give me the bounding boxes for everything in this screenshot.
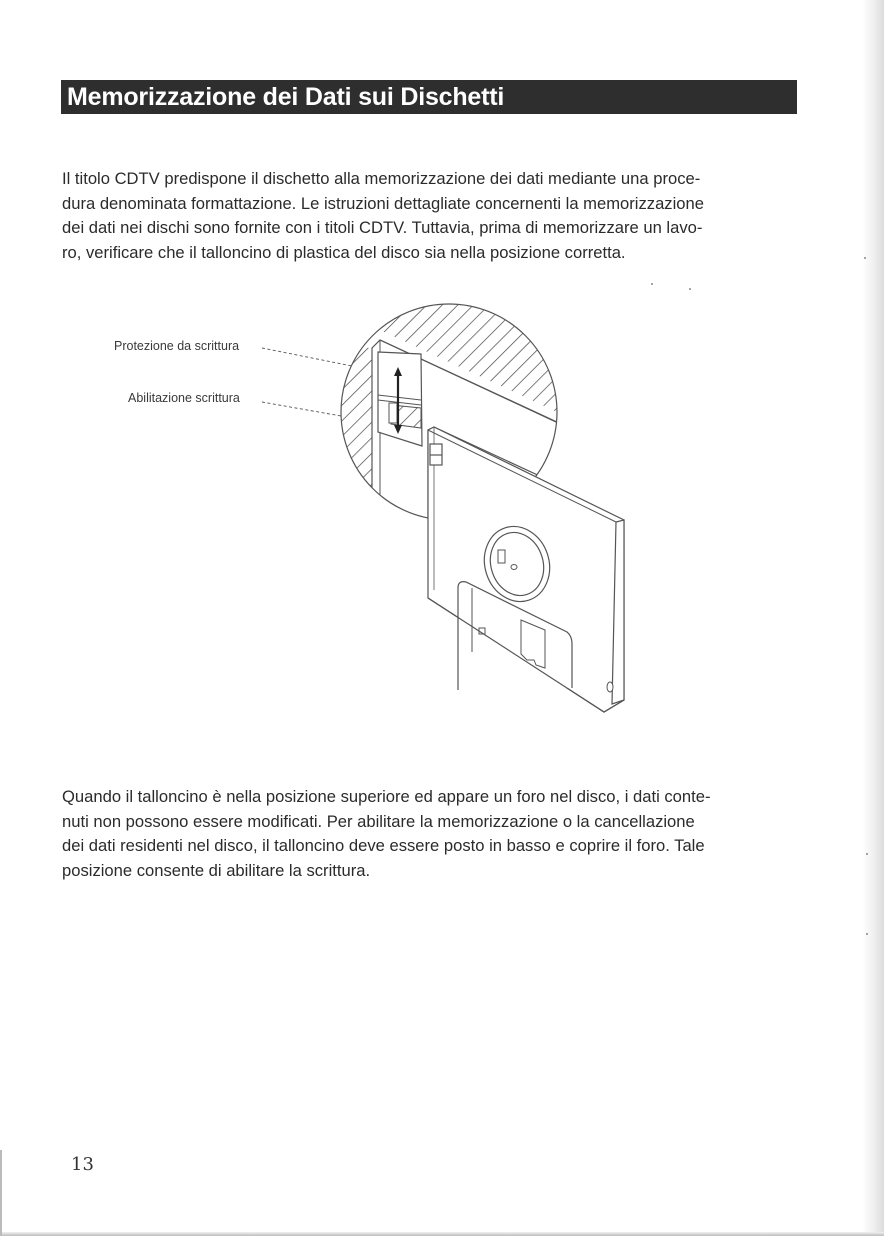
intro-line: ro, verificare che il talloncino di plastica del disco sia nella posizione corretta. xyxy=(62,242,626,262)
closing-paragraph xyxy=(62,785,802,883)
intro-line: Il titolo CDTV predispone il dischetto alla memorizzazione dei dati mediante una proce- xyxy=(62,169,701,188)
floppy-disk xyxy=(428,427,624,712)
leader-line-protect xyxy=(262,348,392,374)
disk-write-protect-notch xyxy=(430,444,442,465)
scan-speck xyxy=(651,283,653,285)
closing-line: nuti non possono essere modificati. Per abilitare la memorizzazione o la cancellazione xyxy=(62,811,695,831)
callout-write-enable: Abilitazione scrittura xyxy=(128,391,240,405)
scan-speck xyxy=(866,853,868,855)
disk-edge xyxy=(612,520,624,704)
page-number: 13 xyxy=(71,1154,94,1175)
hatch-left xyxy=(330,346,372,540)
intro-line: dei dati nei dischi sono fornite con i titoli CDTV. Tuttavia, prima di memorizzare un lavo- xyxy=(62,218,703,237)
scan-speck xyxy=(689,288,691,290)
callout-leader-lines xyxy=(262,348,392,425)
disk-hub-outer xyxy=(475,518,559,610)
intro-line: dura denominata formattazione. Le istruzioni dettagliate concernenti la memorizzazione xyxy=(62,193,704,213)
magnifier-detail xyxy=(330,300,570,540)
disk-shutter xyxy=(458,582,572,690)
write-protect-window xyxy=(378,352,422,446)
callout-write-protect: Protezione da scrittura xyxy=(114,339,240,353)
closing-line: dei dati residenti nel disco, il talloncino deve essere posto in basso e coprire il foro. Tale xyxy=(62,836,705,855)
closing-line: Quando il talloncino è nella posizione superiore ed appare un foro nel disco, i dati conte- xyxy=(62,787,711,806)
page-edge-shadow xyxy=(862,0,884,1236)
section-title-bar xyxy=(61,80,797,114)
hatch-top xyxy=(330,300,570,418)
scan-speck xyxy=(866,933,868,935)
up-down-arrow-icon xyxy=(394,367,402,434)
scan-speck xyxy=(864,257,866,259)
write-protect-slider xyxy=(391,405,421,428)
disk-hub-inner xyxy=(482,526,551,603)
closing-line: posizione consente di abilitare la scrittura. xyxy=(62,860,371,880)
magnifier-circle xyxy=(341,304,557,520)
intro-paragraph xyxy=(62,167,802,265)
page-title: Memorizzazione dei Dati sui Dischetti xyxy=(67,83,505,111)
disk-face xyxy=(428,427,624,712)
page-bottom-edge xyxy=(0,1232,884,1236)
page-left-edge xyxy=(0,1150,2,1236)
leader-line-enable xyxy=(262,402,392,425)
